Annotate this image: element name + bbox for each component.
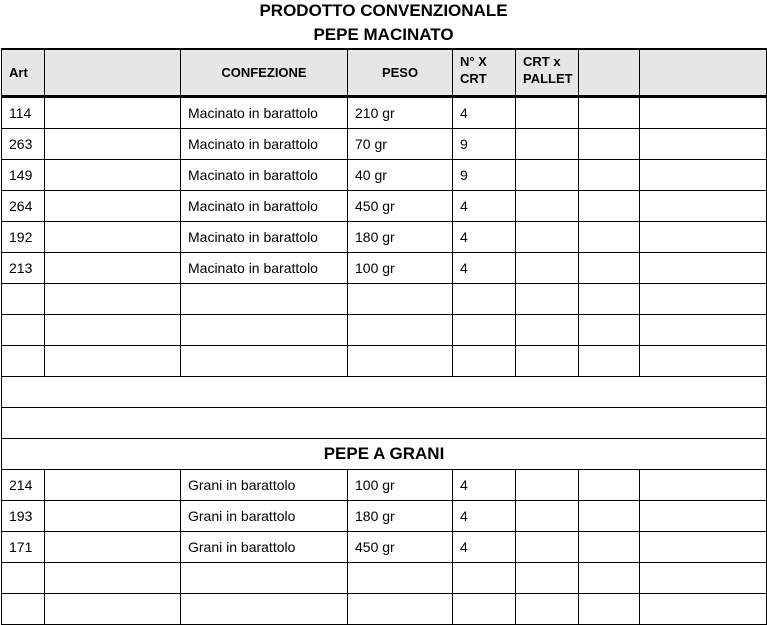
table-row-empty	[2, 284, 767, 315]
cell-blank	[45, 470, 181, 501]
cell-empty	[2, 315, 45, 346]
cell-blank	[640, 470, 767, 501]
cell-blank	[640, 501, 767, 532]
header-crt-pallet	[516, 49, 579, 97]
cell-empty	[516, 346, 579, 377]
cell-n-crt: 9	[453, 160, 516, 191]
cell-blank	[45, 191, 181, 222]
cell-empty	[348, 594, 453, 625]
document-subtitle: PEPE MACINATO	[313, 25, 454, 44]
cell-confezione: Macinato in barattolo	[181, 97, 348, 129]
cell-empty	[2, 284, 45, 315]
header-blank	[640, 49, 767, 97]
table-row	[2, 191, 767, 222]
cell-blank	[579, 501, 640, 532]
cell-empty	[2, 594, 45, 625]
cell-empty	[348, 563, 453, 594]
cell-peso: 70 gr	[348, 129, 453, 160]
cell-blank	[579, 160, 640, 191]
section-title: PEPE A GRANI	[2, 439, 767, 470]
header-n-crt-line1: N° X	[460, 54, 487, 69]
cell-empty	[45, 346, 181, 377]
cell-blank	[640, 222, 767, 253]
cell-art: 264	[2, 191, 45, 222]
cell-confezione: Grani in barattolo	[181, 501, 348, 532]
cell-empty	[181, 346, 348, 377]
cell-crt-pallet	[516, 222, 579, 253]
header-crt-pallet-line1: CRT x	[523, 54, 561, 69]
cell-crt-pallet	[516, 129, 579, 160]
cell-n-crt: 4	[453, 532, 516, 563]
cell-spanning	[2, 408, 767, 439]
cell-empty	[45, 315, 181, 346]
cell-blank	[640, 253, 767, 284]
table-row-empty	[2, 594, 767, 625]
cell-peso: 210 gr	[348, 97, 453, 129]
cell-empty	[181, 563, 348, 594]
cell-crt-pallet	[516, 470, 579, 501]
cell-crt-pallet	[516, 191, 579, 222]
cell-empty	[453, 594, 516, 625]
cell-n-crt: 4	[453, 470, 516, 501]
cell-blank	[579, 129, 640, 160]
header-blank	[45, 49, 181, 97]
cell-blank	[579, 470, 640, 501]
cell-blank	[45, 253, 181, 284]
cell-empty	[45, 563, 181, 594]
cell-confezione: Macinato in barattolo	[181, 191, 348, 222]
cell-art: 193	[2, 501, 45, 532]
cell-art: 171	[2, 532, 45, 563]
cell-blank	[45, 129, 181, 160]
cell-confezione: Macinato in barattolo	[181, 160, 348, 191]
table-row-empty	[2, 563, 767, 594]
cell-empty	[2, 346, 45, 377]
spacer-row	[2, 408, 767, 439]
cell-empty	[2, 563, 45, 594]
cell-n-crt: 4	[453, 97, 516, 129]
cell-peso: 100 gr	[348, 253, 453, 284]
cell-blank	[45, 160, 181, 191]
cell-confezione: Macinato in barattolo	[181, 222, 348, 253]
table-row	[2, 97, 767, 129]
cell-peso: 40 gr	[348, 160, 453, 191]
cell-art: 114	[2, 97, 45, 129]
table-row	[2, 532, 767, 563]
header-crt-pallet-line2: PALLET	[523, 71, 573, 86]
table-row	[2, 501, 767, 532]
cell-n-crt: 4	[453, 191, 516, 222]
cell-empty	[516, 563, 579, 594]
cell-peso: 450 gr	[348, 191, 453, 222]
cell-art: 192	[2, 222, 45, 253]
cell-n-crt: 9	[453, 129, 516, 160]
table-row	[2, 129, 767, 160]
cell-peso: 180 gr	[348, 222, 453, 253]
cell-blank	[579, 191, 640, 222]
cell-blank	[579, 97, 640, 129]
cell-art: 149	[2, 160, 45, 191]
cell-empty	[579, 346, 640, 377]
table-row-empty	[2, 346, 767, 377]
cell-blank	[579, 253, 640, 284]
cell-spanning	[2, 377, 767, 408]
cell-empty	[181, 284, 348, 315]
cell-empty	[181, 315, 348, 346]
cell-confezione: Grani in barattolo	[181, 470, 348, 501]
document-title: PRODOTTO CONVENZIONALE	[259, 1, 508, 20]
cell-empty	[516, 315, 579, 346]
cell-crt-pallet	[516, 532, 579, 563]
spacer-row	[2, 377, 767, 408]
cell-blank	[640, 129, 767, 160]
cell-blank	[640, 97, 767, 129]
cell-empty	[579, 594, 640, 625]
header-n-crt-line2: CRT	[460, 71, 487, 86]
header-peso: PESO	[348, 49, 453, 97]
cell-empty	[579, 284, 640, 315]
cell-empty	[640, 594, 767, 625]
cell-blank	[45, 501, 181, 532]
table-row	[2, 470, 767, 501]
cell-n-crt: 4	[453, 501, 516, 532]
cell-blank	[45, 532, 181, 563]
cell-blank	[45, 222, 181, 253]
header-confezione: CONFEZIONE	[181, 49, 348, 97]
cell-empty	[516, 284, 579, 315]
cell-crt-pallet	[516, 501, 579, 532]
cell-empty	[640, 315, 767, 346]
cell-empty	[516, 594, 579, 625]
cell-n-crt: 4	[453, 253, 516, 284]
cell-blank	[579, 222, 640, 253]
cell-blank	[640, 160, 767, 191]
table-row	[2, 160, 767, 191]
cell-blank	[640, 532, 767, 563]
cell-empty	[640, 284, 767, 315]
cell-empty	[453, 315, 516, 346]
header-art: Art	[2, 49, 45, 97]
cell-confezione: Macinato in barattolo	[181, 129, 348, 160]
section-row-pepe-a-grani	[2, 439, 767, 470]
table-row	[2, 253, 767, 284]
cell-empty	[453, 346, 516, 377]
cell-empty	[45, 594, 181, 625]
cell-art: 263	[2, 129, 45, 160]
cell-empty	[348, 315, 453, 346]
cell-empty	[453, 563, 516, 594]
cell-blank	[45, 97, 181, 129]
cell-empty	[640, 563, 767, 594]
cell-peso: 100 gr	[348, 470, 453, 501]
cell-art: 214	[2, 470, 45, 501]
cell-confezione: Macinato in barattolo	[181, 253, 348, 284]
cell-crt-pallet	[516, 253, 579, 284]
cell-empty	[453, 284, 516, 315]
cell-crt-pallet	[516, 97, 579, 129]
cell-n-crt: 4	[453, 222, 516, 253]
cell-confezione: Grani in barattolo	[181, 532, 348, 563]
cell-blank	[579, 532, 640, 563]
table-row	[2, 222, 767, 253]
table-row-empty	[2, 315, 767, 346]
header-blank	[579, 49, 640, 97]
table-header-row	[2, 49, 767, 97]
header-n-crt	[453, 49, 516, 97]
cell-empty	[348, 284, 453, 315]
cell-blank	[640, 191, 767, 222]
cell-empty	[348, 346, 453, 377]
cell-empty	[45, 284, 181, 315]
cell-peso: 180 gr	[348, 501, 453, 532]
cell-peso: 450 gr	[348, 532, 453, 563]
cell-crt-pallet	[516, 160, 579, 191]
cell-empty	[579, 563, 640, 594]
cell-empty	[579, 315, 640, 346]
cell-art: 213	[2, 253, 45, 284]
cell-empty	[640, 346, 767, 377]
product-table	[1, 48, 767, 625]
cell-empty	[181, 594, 348, 625]
